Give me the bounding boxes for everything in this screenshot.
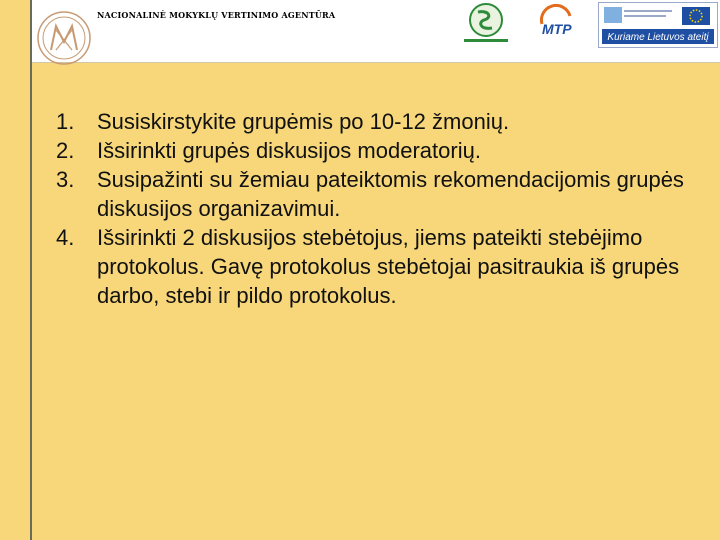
eu-slogan-text: Kuriame Lietuvos ateitį [607,32,709,43]
list-item [56,223,686,310]
list-item [56,136,686,165]
partner-logo-mtp [536,2,586,46]
list-item [56,107,686,136]
step-number: 2. [56,138,75,163]
step-text: Susiskirstykite grupėmis po 10-12 žmonių. [97,109,510,134]
step-number: 4. [56,225,75,250]
step-text: Išsirinkti grupės diskusijos moderatorių. [97,138,481,163]
program-title-stripe [624,15,666,17]
left-margin-band [0,0,32,540]
eu-flag-icon [682,7,710,25]
agency-name: NACIONALINĖ MOKYKLŲ VERTINIMO AGENTŪRA [97,10,336,20]
step-text: Išsirinkti 2 diskusijos stebėtojus, jiems pateikti stebėjimo protokolus. Gavę protokolus stebėtojai pasitraukia iš grupės darbo, stebi ir pildo protokolus. [97,225,680,308]
list-item [56,165,686,223]
program-title-stripe [624,10,672,12]
puzzle-emblem-icon [604,7,622,23]
partner-logo-eu [598,2,718,48]
partner-logo-green [456,2,516,46]
step-number: 1. [56,109,75,134]
mtp-logo-text: MTP [542,21,572,37]
instruction-list [56,107,686,310]
step-text: Susipažinti su žemiau pateiktomis rekomendacijomis grupės diskusijos organizavimui. [97,167,684,221]
agency-logo [36,10,92,66]
step-number: 3. [56,167,75,192]
green-emblem-icon [458,2,514,46]
